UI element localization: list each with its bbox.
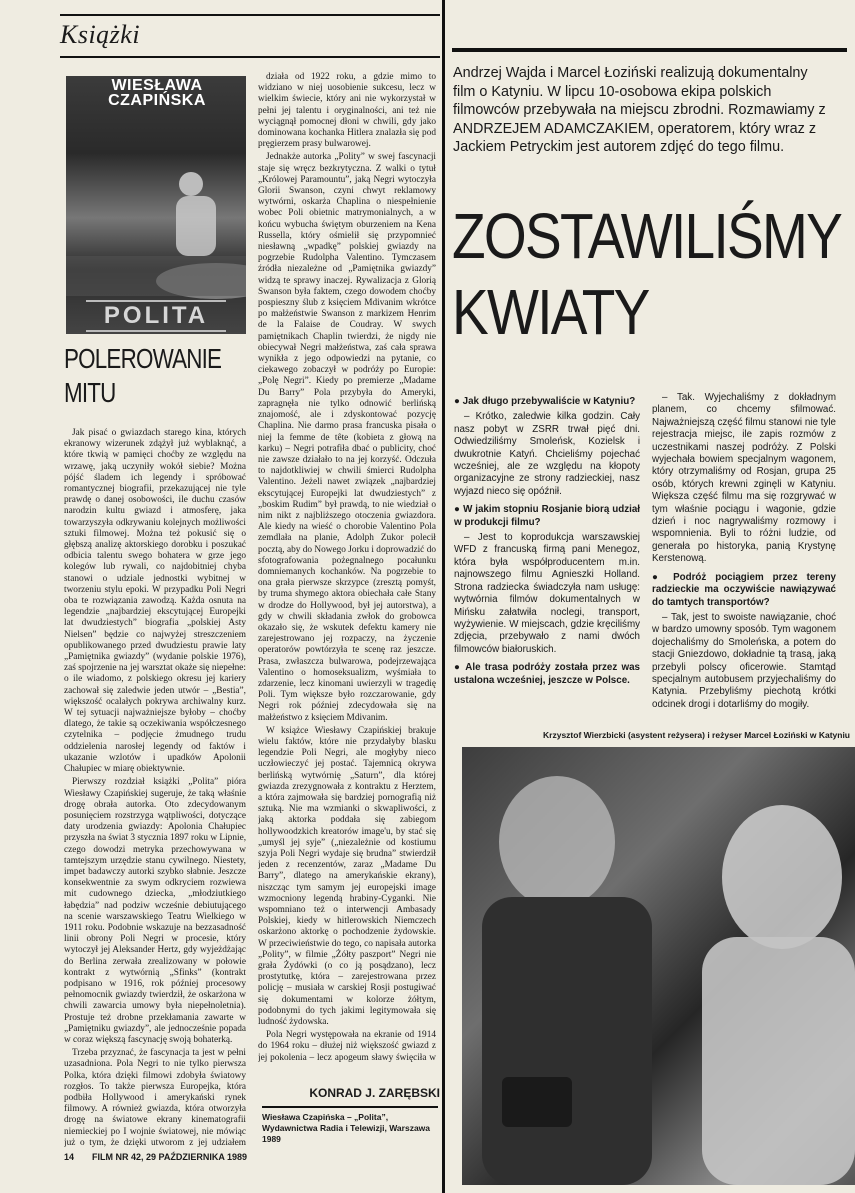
section-rule-top bbox=[60, 14, 440, 16]
left-col1-paragraph: Pierwszy rozdział książki „Polita” pióra Wiesławy Czapińskiej sugeruje, że taką właśnie drogę obrała autorka. Oto zdecydowanym posunięciem rozstrzyga wątpliwości, dotyczące daty urodzenia gwiazdy: Apolonia Chałupiec przyszła na świat 3 stycznia 1897 roku w Lipnie, czego dowodzi metryka przechowywana w tamtejszym urzędzie stanu cywilnego. Niestety, impet badawczy autorki szybko słabnie. Jeszcze konsekwentnie za swym odkryciem rozwiewa mit cudownego dziecka, „młodziutkiego łabędzia” nad podziw wcześnie debiutującego na scenie warszawskiego Teatru Wielkiego w 1911 roku. Podobnie wskazuje na bezzasadność linii obrony Poli Negri w procesie, który wytoczył jej Aleksander Hertz, gdy wyjeżdżając do Berlina zerwała zrealizowany w połowie kontrakt z wytwórnią „Sfinks” (kontrakt podpisano w 1916, rok później procesowy pełnomocnik gwiazdy twierdził, że oskarżona w chwili zawarcia umowy była niepełnoletnia). Prostuje też drobne przekłamania zawarte w „Pamiętniku gwiazdy”, ale jednocześnie popada w coraz większą fascynację swoją bohaterką. bbox=[64, 777, 246, 1045]
interview-headline bbox=[452, 198, 842, 350]
left-col2-paragraph: działa od 1922 roku, a gdzie mimo to widziano w niej uosobienie sukcesu, lecz w wielkim świecie, który ani nie wykorzystał w pełni jej talentu i oryginalności, ani też nie wyciągnął pomocnej dłoni w chwili, gdy jako dominowana kochanka Hitlera znalazła się pod pręgierzem prasy bulwarowej. bbox=[258, 72, 436, 150]
interview-question: ● Podróż pociągiem przez tereny radzieckie ma oczywiście nawiązywać do tamtych transportów? bbox=[652, 572, 836, 609]
left-article-column-1 bbox=[64, 428, 246, 1148]
left-col2-paragraph: Pola Negri występowała na ekranie od 1914 do 1964 roku – dłużej niż większość gwiazd z jej pokolenia – lecz apogeum sławy święciła w bbox=[258, 1030, 436, 1062]
column-divider bbox=[442, 0, 445, 1193]
left-col1-paragraph: Jak pisać o gwiazdach starego kina, których ekranowy wizerunek zdążył już wyblaknąć, a które tkwią w pamięci choćby ze względu na wrzawę, jaką uczyniły wokół siebie? Można pójść śladem ich legendy i spróbować romantycznej biografii, przekazującej nie tyle prawdę o danej osobowości, ile duchu czasów narodzin kultu gwiazd i atmosferę, jaka towarzyszyła odkrywaniu kolejnych możliwości sztuki filmowej. Można też pokusić się o głębszą analizę aktorskiego dorobku i poszukać odbicia talentu swego bohatera w grze jego kolegów lub rywali, co najdobitniej chyba stanowi o udziale jednostki wybitnej w tworzeniu stylu epoki. W przypadku Poli Negri oba te rozwiązania zawodzą. Każda osnuta na legendzie „najbardziej ekscytującej Europejki lat dwudziestych” biografia „polskiej Asty Nielsen” będzie co najwyżej streszczeniem opublikowanego przed dwudziestu prawie laty „Pamiętnika gwiazdy” (wydanie polskie 1976), zaś spojrzenie na jej warsztat okaże się niepełne: o ile wiadomo, z polskiego okresu jej kariery zachował się zaledwie jeden utwór – „Bestia”, większość ocalałych pokrywa archiwalny kurz. W tej sytuacji najważniejsze byłoby – choćby dlatego, że takie są oczekiwania współczesnego czytelnika – podjęcie żmudnego trudu oddzielenia narosłej legendy od faktów i ukazanie wzlotów i upadków Apolonii Chałupiec w miarę obiektywnie. bbox=[64, 428, 246, 775]
book-credit: Wiesława Czapińska – „Polita”, Wydawnictwa Radia i Telewizji, Warszawa 1989 bbox=[262, 1112, 431, 1144]
section-rule-bottom bbox=[60, 56, 440, 58]
interview-question: ● W jakim stopniu Rosjanie biorą udział w produkcji filmu? bbox=[454, 504, 640, 529]
photo-caption: Krzysztof Wierzbicki (asystent reżysera) i reżyser Marcel Łoziński w Katyniu bbox=[543, 730, 850, 740]
page-number: 14 bbox=[64, 1152, 75, 1162]
cover-illustration bbox=[66, 76, 246, 334]
interview-lead: Andrzej Wajda i Marcel Łoziński realizują dokumentalny film o Katyniu. W lipcu 10-osobowa ekipa polskich filmowców przebywała na miejscu zbrodni. Rozmawiamy z ANDRZEJEM ADAMCZAKIEM, operatorem, który wraz z Jackiem Petryckim jest autorem zdjęć do tego filmu. bbox=[453, 65, 826, 155]
article-signature: KONRAD J. ZARĘBSKI bbox=[309, 1086, 440, 1100]
interview-headline-line2: KWIATY bbox=[452, 276, 649, 348]
book-cover-image bbox=[66, 76, 246, 334]
left-col2-paragraph: Jednakże autorka „Polity” w swej fascynacji staje się wręcz bezkrytyczna. Z walki o tytuł „Królowej Paramountu”, jaką Negri wytoczyła Glorii Swanson, czyni chwyt reklamowy wytwórni, oskarża Chaplina o niespełnienie wobec Poli obietnic matrymonialnych, a w końcu wybucha świętym oburzeniem na Kena Russella, który ośmielił się przypomnieć niesławną „wpadkę” polskiej gwiazdy na pogrzebie Rudolpha Valentino. Tymczasem źródła niezależne od „Pamiętnika gwiazdy” widzą te sprawy inaczej. Rywalizacja z Glorią Swanson była faktem, czego dowodem choćby pospieszny ślub z księciem Mdivanim wkrótce po małżeństwie Swanson z markizem Henrim de la Falaise de Coudray. W swych pamiętnikach Chaplin twierdzi, że nigdy nie obiecywał Negri małżeństwa, zaś cała sprawa wynikła z jego odpowiedzi na pytanie, co ciekawego zobaczył w podróży po Europie: „Polę Negri”. Kiedy po premierze „Madame Du Barry” Pola przybyła do Ameryki, zapragnęła nie tylko odnowić berlińską znajomość, ale i zdyskontować pozycję Chaplina. Nie darmo prasa francuska pisała o niej la femme de tête (kobieta z głową na karku) – Negri potrafiła dbać o publicity, choć nie zawsze działało to na jej korzyść. Odczuła to najdotkliwiej w chwili śmierci Rudolpha Valentino. Jeżeli nawet związek „najbardziej ekscytującej Europejki lat dwudziestych” z „boskim Rudim” był prawdą, to nie wiedział o nim nikt z najbliższego otoczenia gwiazdora. Ale kiedy na wieść o chorobie Valentino Pola zemdlała na planie, Adolph Zukor polecił pocztą, aby do Nowego Jorku i doprowadzić do sfotografowania pożegnalnego pocałunku domniemanych kochanków. Na pogrzebie to ona grała pierwsze skrzypce (zresztą pomyśt, by truma shymego aktora obiechała całe Stany w drodze do Hollywood, był jej autorstwa), a gdy w chwili składania zwłok do grobowca okazało się, że wskutek defektu kamery nie zarejestrowano jej rozpaczy, na życzenie operatorów powtórzyła te scenę raz jeszcze. Prasa, zwłaszcza bulwarowa, podejrzewająca Valentino o homoseksualizm, wyśmiała to zdarzenie, lecz kinomani uwierzyli w tragedię Poli. Tym większe było rozczarowanie, gdy Negri rok później zdecydowała się na małżeństwo z księciem Mdivanim. bbox=[258, 152, 436, 723]
left-col2-paragraph: W książce Wiesławy Czapińskiej brakuje wielu faktów, które nie przydałyby blasku legendzie Poli Negri, ale mogłyby nieco uczłowieczyć jej postać. Tajemnicą okrywa berlińską wytwórnię „Saturn”, dla której gwiazda zrezygnowała z kontraktu z Herztem, a która zajmowała się bardziej pornografią niż sztuką. Nie ma wzmianki o skwapliwości, z jaką aktorka poddała się zabiegom hollywoodzkich kreatorów image'u, by stać się „umyśl jej syje” („niezależnie od kostiumu szyja Poli Negri wydaje się brudna” stwierdził jeden z recenzentów, zaraz „Madame Du Barry”, dlatego na amerykańskie ekrany), niszcząc tym samym jej europejski image wzmocniony legendą hrabiny-Cyganki. Nie wspomniano też o interwencji Ambasady Polskiej, kiedy w hitlerowskich Niemczech oskarżono aktorkę o pochodzenie żydowskie. W przeciwieństwie do tego, co napisała autorka „Polity”, w filmie „Żółty paszport” Negri nie grała Żydówki (o co ją posądzano), lecz prostytutkę, która – zarejestrowana przez policję – musiała w carskiej Rosji postugiwać się dokumentami w kolorze żółtym, podobnymi do tych jakimi legitymowała się ludność żydowska. bbox=[258, 725, 436, 1028]
interview-question: ● Jak długo przebywaliście w Katyniu? bbox=[454, 396, 640, 408]
right-top-rule bbox=[452, 48, 847, 52]
left-article-column-2 bbox=[258, 72, 436, 1062]
signature-rule bbox=[262, 1106, 438, 1108]
photo-illustration bbox=[462, 747, 855, 1185]
interview-answer: – Tak. Wyjechaliśmy z dokładnym planem, co chcemy sfilmować. Najważniejszą część filmu stanowi nie tyle rejestracja miejsc, ile zapis rozmów z uczestnikami naszej podróży. Z Polski wyjechała bowiem specjalnym wagonem, który otrzymaliśmy od Rosjan, grupa 25 osób, których krewni zginęli w Katyniu. Większa część filmu ma się rozgrywać w tym właśnie pociągu i wagonie, gdzie dzień i noc nagrywaliśmy rozmowy i wspomnienia. Byli to różni ludzie, od generała po historyka, panią Krystynę Kerstenową. bbox=[652, 392, 836, 565]
interview-answer: – Tak, jest to swoiste nawiązanie, choć w bardzo umowny sposób. Tym wagonem dojechaliśmy do Smoleńska, a potem do stacji Gniezdowo, dokładnie tą trasą, jaką przebyli polscy oficerowie. Stamtąd specjalnym autobusem przyjechaliśmy do Katynia. Przebyliśmy piechotą krótki odcinek drogi i dotarliśmy do mogiły. bbox=[652, 611, 836, 710]
left-article-headline bbox=[64, 342, 222, 410]
section-title: Książki bbox=[60, 20, 141, 49]
interview-headline-line1: ZOSTAWILIŚMY bbox=[452, 200, 842, 272]
issue-info: FILM NR 42, 29 PAŹDZIERNIKA 1989 bbox=[92, 1152, 248, 1162]
interview-photo bbox=[462, 747, 855, 1185]
left-headline-line1: POLEROWANIE bbox=[64, 343, 222, 374]
left-headline-line2: MITU bbox=[64, 377, 116, 408]
interview-column-2 bbox=[652, 392, 836, 737]
interview-answer: – Krótko, zaledwie kilka godzin. Cały nasz pobyt w ZSRR trwał pięć dni. Odwiedziliśmy Smoleńsk, Kozielsk i dwukrotnie Katyń. Chcieliśmy pojechać wcześniej, ale ze względu na kłopoty organizacyjne ze strony radzieckiej, nasz wyjazd nieco się opóźnił. bbox=[454, 411, 640, 497]
book-cover-author: WIESŁAWA CZAPIŃSKA bbox=[108, 77, 206, 109]
left-col1-paragraph: Trzeba przyznać, że fascynacja ta jest w pełni uzasadniona. Pola Negri to nie tylko pierwsza Polka, która dzięki filmowi zdobyła światowy rozgłos. To także pierwsza Europejka, która podbiła Hollywood i amerykański rynek filmowy. A również gwiazda, która otworzyła drogę na światowe ekrany kinematografii niemieckiej po I wojnie światowej, nie mówiąc już o tym, że dzięki utworom z jej udziałem bbox=[64, 1048, 246, 1148]
book-cover-title: POLITA bbox=[86, 300, 226, 332]
interview-answer: – Jest to koprodukcja warszawskiej WFD z francuską firmą pani Menegoz, która była współproducentem m.in. najnowszego filmu Agnieszki Holland. Strona radziecka świadczyła nam usługę: wytwórnia filmów dokumentalnych w Mińsku załatwiła noclegi, transport, wyżywienie. W miejscach, gdzie kręciliśmy zdjęcia, przebywało z nami dwóch filmowców białoruskich. bbox=[454, 532, 640, 655]
interview-column-1 bbox=[454, 390, 640, 735]
interview-question: ● Ale trasa podróży została przez was ustalona wcześniej, jeszcze w Polsce. bbox=[454, 662, 640, 687]
